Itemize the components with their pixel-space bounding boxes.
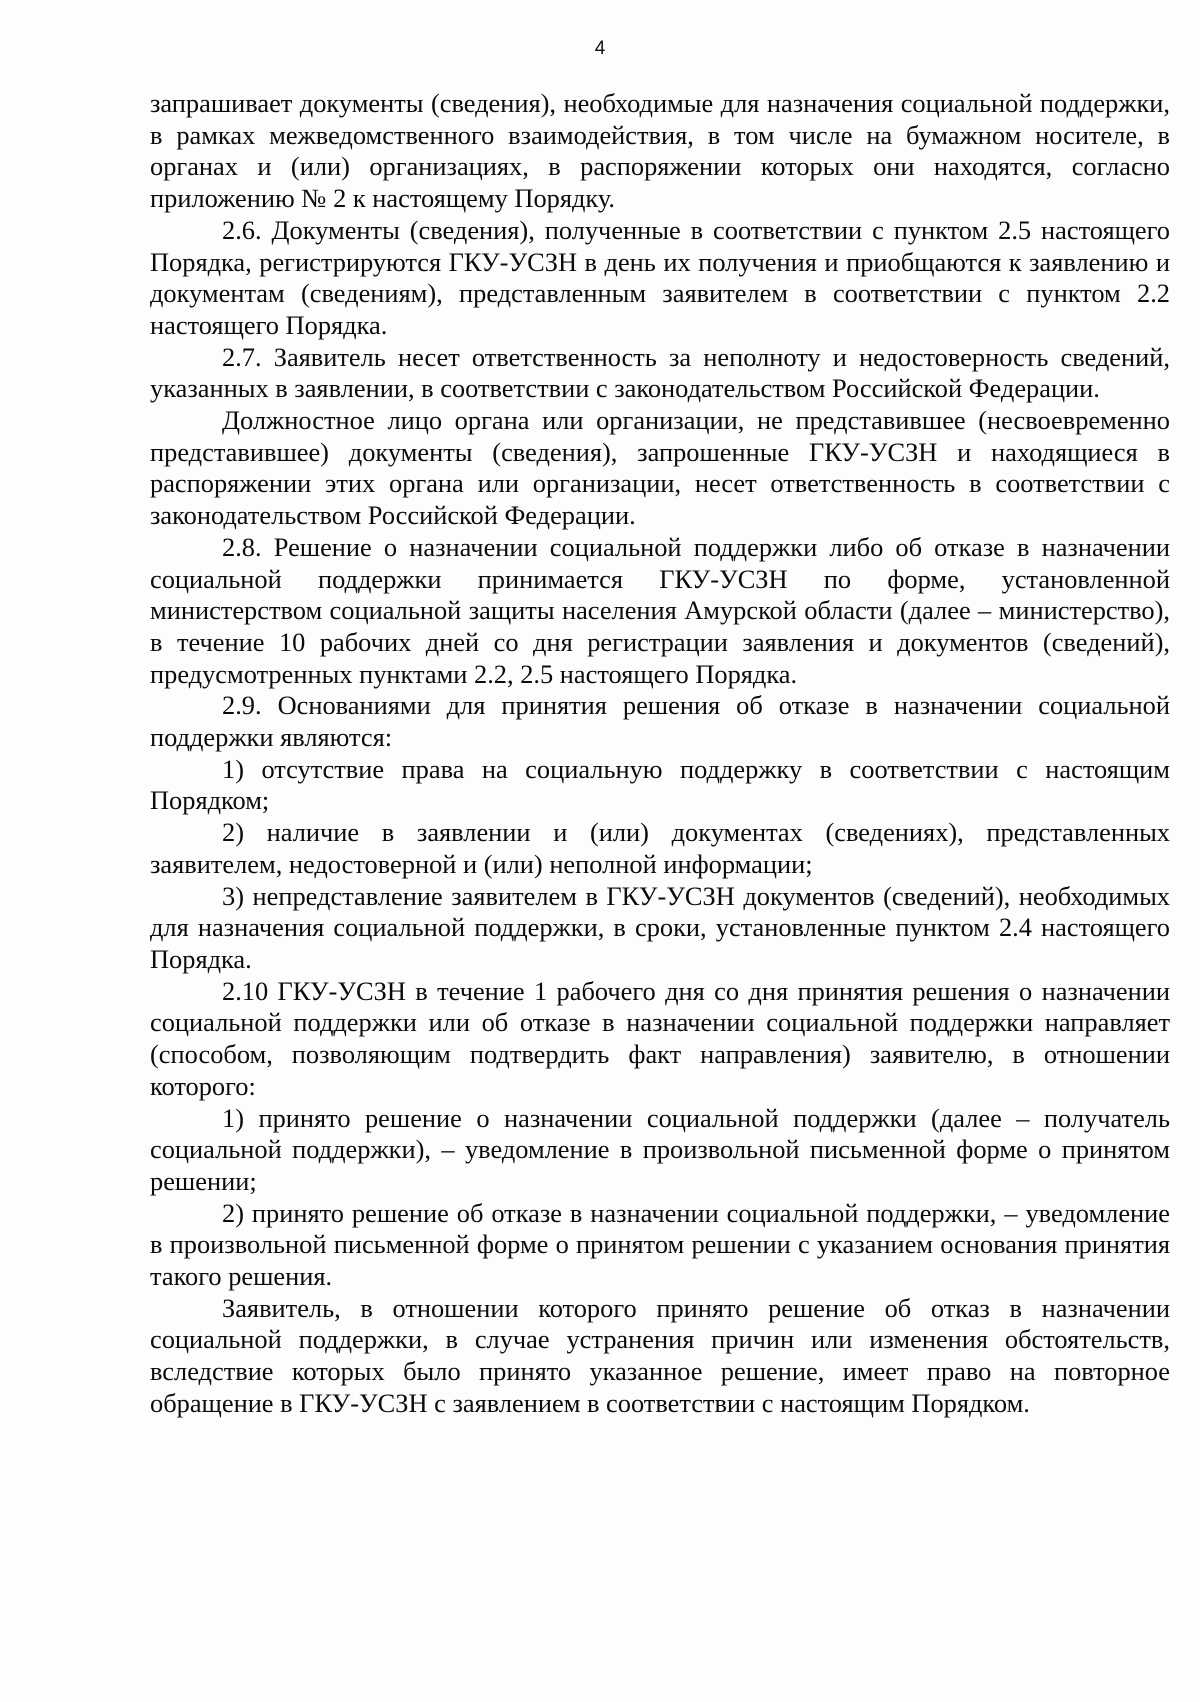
paragraph-2-8: 2.8. Решение о назначении социальной поддержки либо об отказе в назначении социальной поддержки принимается ГКУ-УСЗН по форме, установленной министерством социальной защиты населения Амурской области (далее – министерство), в течение 10 рабочих дней со дня регистрации заявления и документов (сведений), предусмотренных пунктами 2.2, 2.5 настоящего Порядка. (150, 531, 1170, 689)
list-item-2-9-1: 1) отсутствие права на социальную поддержку в соответствии с настоящим Порядком; (150, 753, 1170, 816)
paragraph-official-responsibility: Должностное лицо органа или организации, не представившее (несвоевременно представившее) документы (сведения), запрошенные ГКУ-УСЗН и находящиеся в распоряжении этих органа или организации, несет ответственность в соответствии с законодательством Российской Федерации. (150, 405, 1170, 531)
paragraph-2-7: 2.7. Заявитель несет ответственность за неполноту и недостоверность сведений, указанных в заявлении, в соответствии с законодательством Российской Федерации. (150, 341, 1170, 404)
list-item-2-9-2: 2) наличие в заявлении и (или) документах (сведениях), представленных заявителем, недостоверной и (или) неполной информации; (150, 817, 1170, 879)
list-item-2-10-2: 2) принято решение об отказе в назначении социальной поддержки, – уведомление в произвольной письменной форме о принятом решении с указанием основания принятия такого решения. (150, 1197, 1170, 1292)
paragraph-continuation: запрашивает документы (сведения), необходимые для назначения социальной поддержки, в рамках межведомственного взаимодействия, в том числе на бумажном носителе, в органах и (или) организациях, в распоряжении которых они находятся, согласно приложению № 2 к настоящему Порядку. (150, 88, 1170, 214)
list-item-2-9-3: 3) непредставление заявителем в ГКУ-УСЗН документов (сведений), необходимых для назначения социальной поддержки, в сроки, установленные пунктом 2.4 настоящего Порядка. (150, 880, 1170, 974)
paragraph-reapplication: Заявитель, в отношении которого принято решение об отказ в назначении социальной поддержки, в случае устранения причин или изменения обстоятельств, вследствие которых было принято указанное решение, имеет право на повторное обращение в ГКУ-УСЗН с заявлением в соответствии с настоящим Порядком. (150, 1292, 1170, 1418)
paragraph-2-9: 2.9. Основаниями для принятия решения об отказе в назначении социальной поддержки являются: (150, 690, 1170, 753)
document-body (150, 88, 1170, 1420)
list-item-2-10-1: 1) принято решение о назначении социальной поддержки (далее – получатель социальной поддержки), – уведомление в произвольной письменной форме о принятом решении; (150, 1102, 1170, 1196)
page-number: 4 (594, 38, 606, 59)
paragraph-2-6: 2.6. Документы (сведения), полученные в соответствии с пунктом 2.5 настоящего Порядка, регистрируются ГКУ-УСЗН в день их получения и приобщаются к заявлению и документам (сведениям), представленным заявителем в соответствии с пунктом 2.2 настоящего Порядка. (150, 214, 1170, 340)
paragraph-2-10: 2.10 ГКУ-УСЗН в течение 1 рабочего дня со дня принятия решения о назначении социальной поддержки или об отказе в назначении социальной поддержки направляет (способом, позволяющим подтвердить факт направления) заявителю, в отношении которого: (150, 975, 1170, 1101)
